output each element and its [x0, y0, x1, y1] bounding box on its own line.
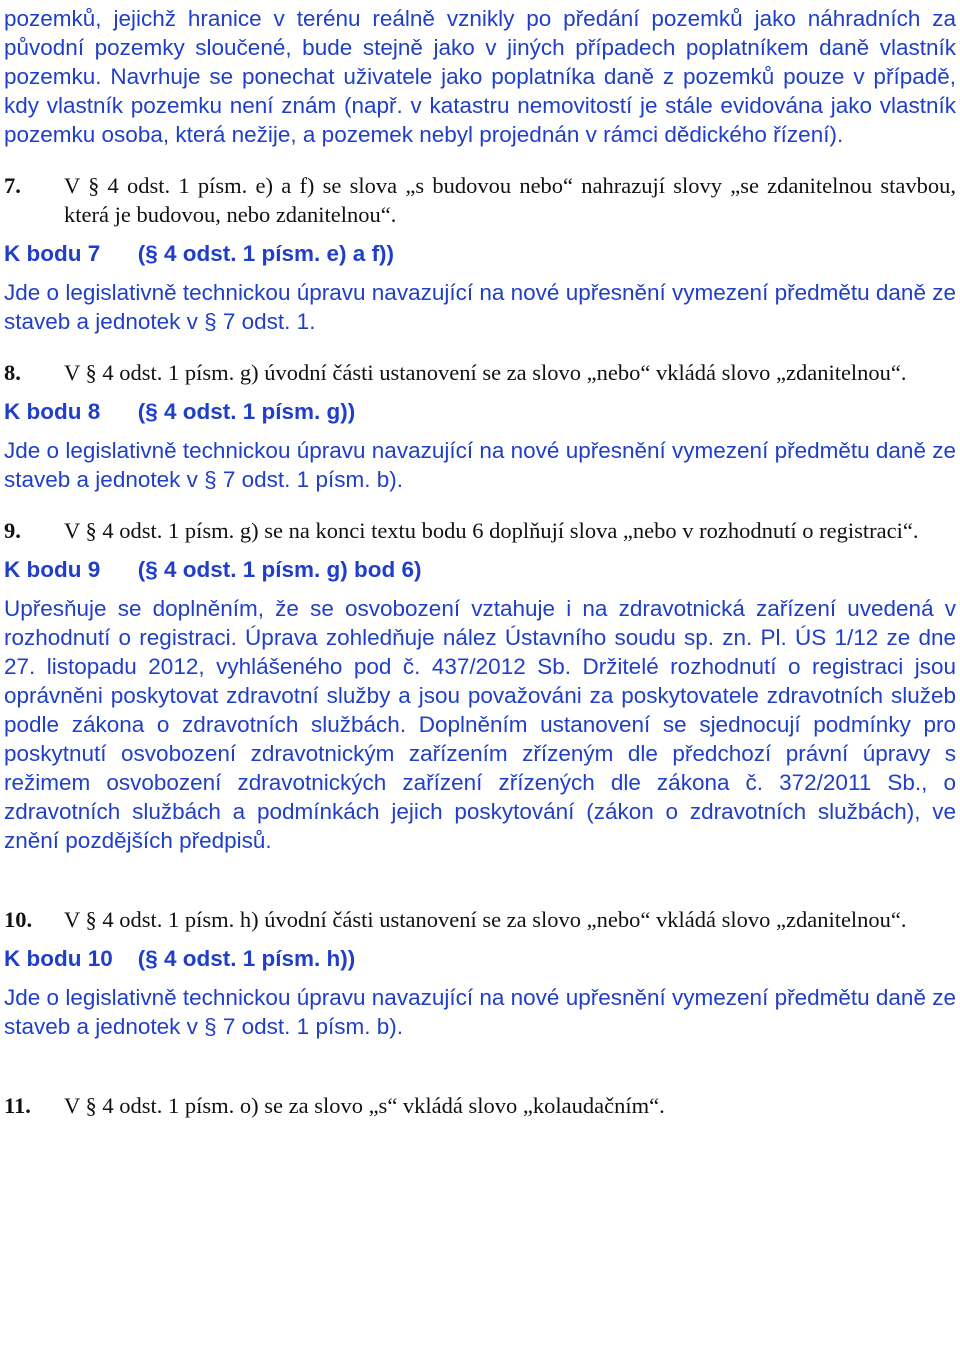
item-text: V § 4 odst. 1 písm. g) se na konci textu bodu 6 doplňují slova „nebo v rozhodnutí o registraci“. — [64, 518, 919, 543]
amendment-item-7 — [4, 171, 956, 229]
amendment-item-9 — [4, 516, 956, 545]
amendment-item-10 — [4, 905, 956, 934]
intro-text: pozemků, jejichž hranice v terénu reálně vznikly po předání pozemků jako náhradních za původní pozemky sloučené, bude stejně jako v jiných případech poplatníkem daně vlastník pozemku. Navrhuje se ponechat uživatele jako poplatníka daně z pozemků pouze v případě, kdy vlastník pozemku není znám (např. v katastru nemovitostí je stále evidována jako vlastník pozemku osoba, která nežije, a pozemek nebyl projednán v rámci dědického řízení). — [4, 6, 956, 147]
explanation-heading-8: K bodu 8 (§ 4 odst. 1 písm. g)) — [4, 399, 356, 424]
explanation-10 — [4, 983, 956, 1041]
item-number: 8. — [4, 360, 21, 385]
item-text: V § 4 odst. 1 písm. g) úvodní části ustanovení se za slovo „nebo“ vkládá slovo „zdanitelnou“. — [64, 360, 907, 385]
item-text: V § 4 odst. 1 písm. e) a f) se slova „s budovou nebo“ nahrazují slovy „se zdanitelnou stavbou, která je budovou, nebo zdanitelnou“. — [64, 173, 956, 227]
explanation-text: Jde o legislativně technickou úpravu navazující na nové upřesnění vymezení předmětu daně ze staveb a jednotek v § 7 odst. 1. — [4, 280, 956, 334]
intro-paragraph — [4, 4, 956, 149]
explanation-heading-7: K bodu 7 (§ 4 odst. 1 písm. e) a f)) — [4, 241, 395, 266]
explanation-text: Upřesňuje se doplněním, že se osvobození vztahuje i na zdravotnická zařízení uvedená v rozhodnutí o registraci. Úprava zohledňuje nález Ústavního soudu sp. zn. Pl. ÚS 1/12 ze dne 27. listopadu 2012, vyhlášeného pod č. 437/2012 Sb. Držitelé rozhodnutí o registraci jsou oprávněni poskytovat zdravotní služby a jsou považováni za poskytovatele zdravotních služeb podle zákona o zdravotních službách. Doplněním ustanovení se sjednocují podmínky pro poskytnutí osvobození zdravotnickým zařízením zřízeným dle předchozí právní úpravy s režimem osvobození zdravotnických zařízení zřízených dle zákona č. 372/2011 Sb., o zdravotních službách a podmínkách jejich poskytování (zákon o zdravotních službách), ve znění pozdějších předpisů. — [4, 596, 956, 853]
item-text: V § 4 odst. 1 písm. o) se za slovo „s“ vkládá slovo „kolaudačním“. — [64, 1093, 665, 1118]
item-text: V § 4 odst. 1 písm. h) úvodní části ustanovení se za slovo „nebo“ vkládá slovo „zdanitelnou“. — [64, 907, 907, 932]
explanation-text: Jde o legislativně technickou úpravu navazující na nové upřesnění vymezení předmětu daně ze staveb a jednotek v § 7 odst. 1 písm. b). — [4, 985, 956, 1039]
item-number: 9. — [4, 518, 21, 543]
item-number: 7. — [4, 173, 21, 198]
item-number: 11. — [4, 1093, 31, 1118]
explanation-9 — [4, 594, 956, 855]
amendment-item-8 — [4, 358, 956, 387]
document-page — [4, 4, 956, 1120]
explanation-text: Jde o legislativně technickou úpravu navazující na nové upřesnění vymezení předmětu daně ze staveb a jednotek v § 7 odst. 1 písm. b). — [4, 438, 956, 492]
explanation-8 — [4, 436, 956, 494]
item-number: 10. — [4, 907, 33, 932]
amendment-item-11 — [4, 1091, 956, 1120]
explanation-heading-9: K bodu 9 (§ 4 odst. 1 písm. g) bod 6) — [4, 557, 422, 582]
explanation-heading-10: K bodu 10 (§ 4 odst. 1 písm. h)) — [4, 946, 356, 971]
explanation-7 — [4, 278, 956, 336]
